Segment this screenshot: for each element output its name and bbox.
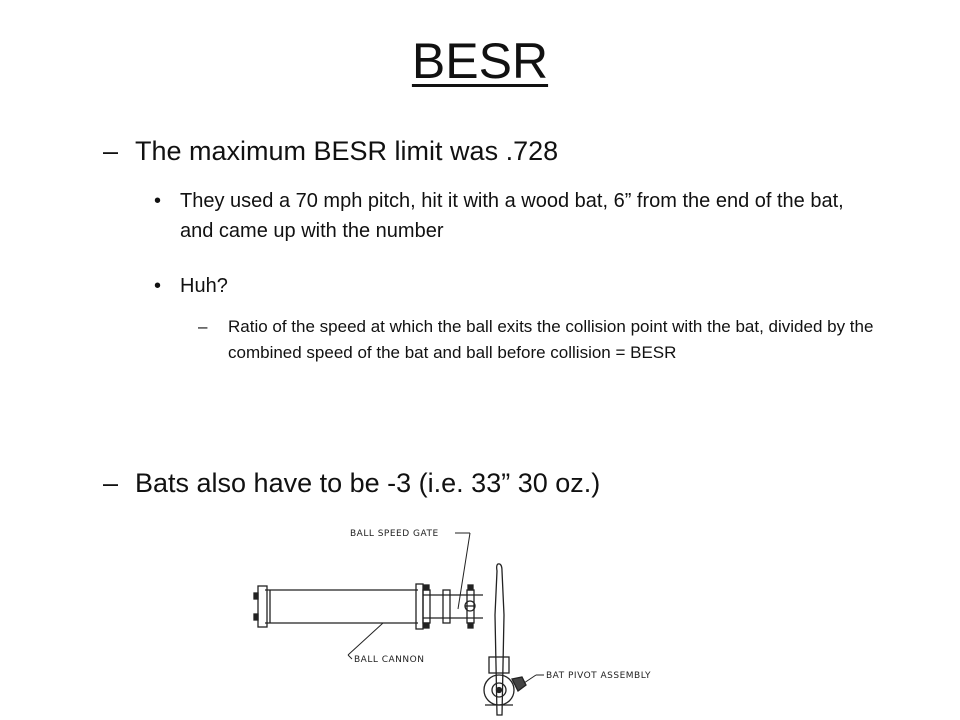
subsubbullet-ratio [198, 314, 878, 366]
subbullet-huh [154, 271, 228, 301]
bullet-text: Bats also have to be -3 (i.e. 33” 30 oz.) [135, 468, 601, 498]
label-bat-pivot-assembly: BAT PIVOT ASSEMBLY [546, 671, 652, 681]
subbullet-text: Huh? [180, 275, 228, 297]
slide-title: BESR [411, 33, 549, 89]
ball-speed-gate [416, 584, 483, 629]
bullet-text: The maximum BESR limit was .728 [135, 136, 559, 166]
bat-pivot-assembly [484, 657, 526, 705]
bullet-dash: – [103, 468, 119, 498]
bullet-besr-limit [103, 136, 559, 167]
label-ball-speed-gate: BALL SPEED GATE [350, 529, 439, 539]
bullet-dot: • [154, 275, 162, 297]
bullet-dash: – [103, 136, 119, 166]
label-ball-cannon: BALL CANNON [354, 655, 425, 665]
bullet-dash: – [198, 317, 208, 336]
subsubbullet-text: Ratio of the speed at which the ball exits the collision point with the bat, divided by the combined speed of the bat and ball before collision = BESR [228, 317, 874, 362]
bullet-dot: • [154, 190, 162, 212]
besr-test-diagram [240, 515, 680, 720]
bullet-bat-drop [103, 468, 601, 499]
subbullet-pitch-test [154, 186, 880, 246]
subbullet-text: They used a 70 mph pitch, hit it with a wood bat, 6” from the end of the bat, and came up with the number [180, 190, 844, 242]
ball-cannon-tube [254, 586, 418, 627]
